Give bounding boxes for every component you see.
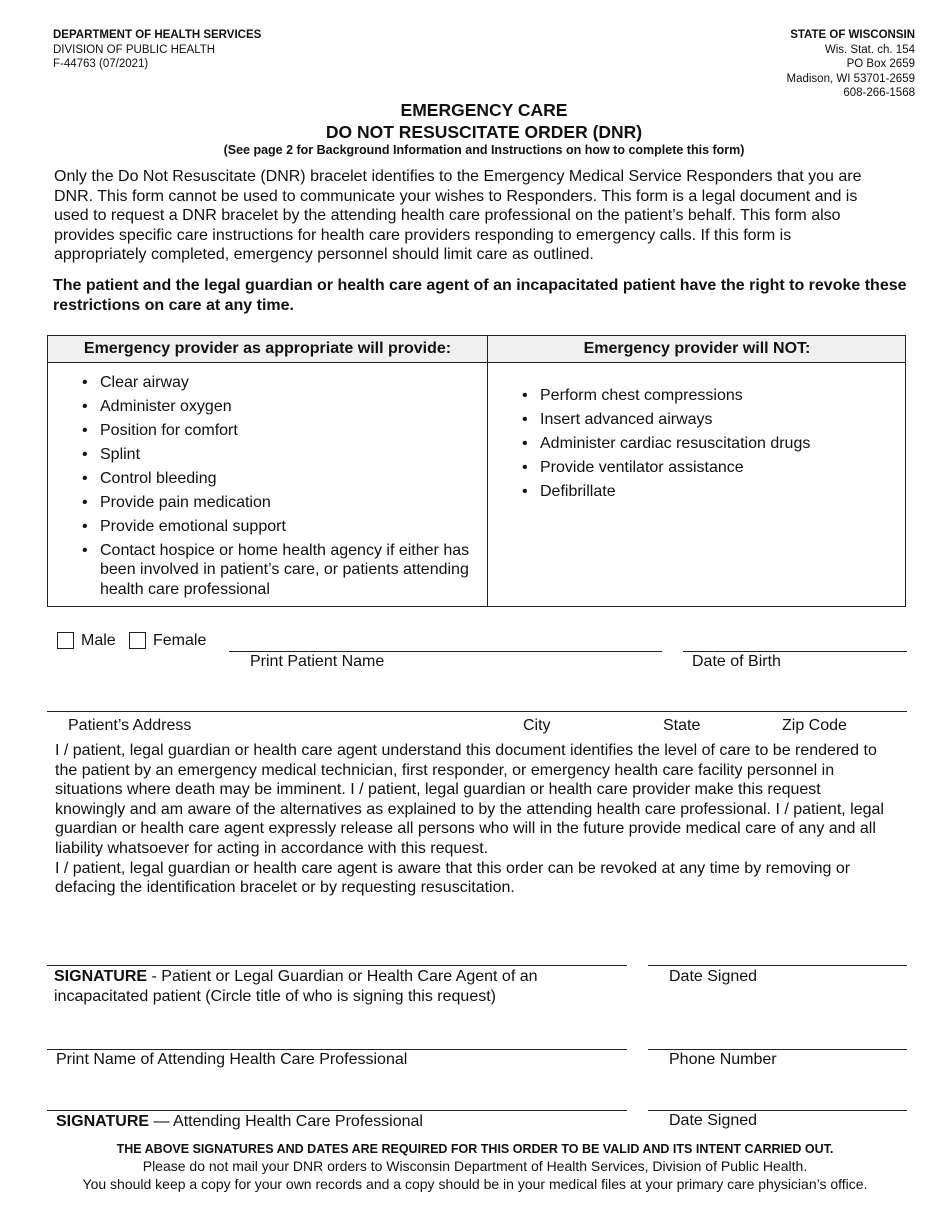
phone-number-label: Phone Number [669, 1051, 777, 1068]
patient-address-label: Patient’s Address [68, 717, 192, 734]
signature-bold-label: SIGNATURE [54, 968, 148, 985]
form-title-line1: EMERGENCY CARE [400, 100, 568, 120]
professional-date-signed-label: Date Signed [669, 1112, 758, 1129]
female-label: Female [153, 632, 207, 649]
column-divider [487, 336, 488, 606]
professional-signature-label [56, 1112, 423, 1132]
list-item: • Control bleeding [78, 469, 478, 489]
form-subtitle: (See page 2 for Background Information and Instructions on how to complete this form) [223, 143, 745, 157]
state-name: STATE OF WISCONSIN [790, 29, 915, 41]
form-number: F-44763 (07/2021) [53, 58, 149, 70]
list-item: • Provide pain medication [78, 493, 478, 513]
male-checkbox[interactable] [57, 632, 74, 649]
date-of-birth-label: Date of Birth [692, 653, 781, 670]
list-item: • Contact hospice or home health agency if either has been involved in patient’s care, or patients attending health care professional [78, 541, 478, 600]
list-item: • Administer oxygen [78, 397, 478, 417]
patient-signature-label [54, 967, 614, 1006]
acknowledgement-paragraph-2: I / patient, legal guardian or health care agent is aware that this order can be revoked at any time by removing or defacing the identification bracelet or by requesting resuscitation. [55, 859, 851, 897]
agency-header [53, 28, 261, 72]
list-item: • Splint [78, 445, 478, 465]
list-item: • Insert advanced airways [518, 410, 898, 430]
list-item: • Perform chest compressions [518, 386, 898, 406]
signature-bold-label: SIGNATURE [56, 1113, 150, 1130]
acknowledgement-text [55, 741, 885, 898]
revoke-notice: The patient and the legal guardian or health care agent of an incapacitated patient have the right to revoke these restrictions on care at any time. [53, 277, 907, 314]
male-label: Male [81, 632, 116, 649]
required-notice: THE ABOVE SIGNATURES AND DATES ARE REQUIRED FOR THIS ORDER TO BE VALID AND ITS INTENT CARRIED OUT. [116, 1142, 834, 1156]
professional-name-label: Print Name of Attending Health Care Professional [56, 1051, 408, 1068]
female-checkbox[interactable] [129, 632, 146, 649]
state-header [787, 28, 916, 101]
statute-reference: Wis. Stat. ch. 154 [824, 43, 915, 56]
city-zip: Madison, WI 53701-2659 [786, 72, 915, 85]
will-not-list [518, 386, 898, 506]
list-item: • Position for comfort [78, 421, 478, 441]
department-name: DEPARTMENT OF HEALTH SERVICES [53, 29, 262, 41]
signature-description: - Patient or Legal Guardian or Health Care Agent of an incapacitated patient (Circle title of who is signing this request) [54, 968, 538, 1005]
phone-number: 608-266-1568 [843, 87, 915, 99]
care-instructions-table [47, 335, 906, 607]
list-item: • Clear airway [78, 373, 478, 393]
will-not-header: Emergency provider will NOT: [583, 340, 811, 357]
patient-date-signed-label: Date Signed [669, 968, 758, 985]
zip-code-label: Zip Code [782, 717, 847, 734]
po-box: PO Box 2659 [846, 58, 915, 70]
patient-address-field[interactable] [47, 711, 907, 712]
copy-notice: You should keep a copy for your own records and a copy should be in your medical files at your primary care physician’s office. [82, 1176, 868, 1192]
division-name: DIVISION OF PUBLIC HEALTH [53, 43, 216, 56]
signature-description: — Attending Health Care Professional [149, 1113, 423, 1130]
list-item: • Provide ventilator assistance [518, 458, 898, 478]
mail-notice: Please do not mail your DNR orders to Wisconsin Department of Health Services, Division of Public Health. [142, 1158, 808, 1174]
list-item: • Administer cardiac resuscitation drugs [518, 434, 898, 454]
state-label: State [663, 717, 701, 734]
form-title-line2: DO NOT RESUSCITATE ORDER (DNR) [325, 122, 643, 142]
will-provide-header: Emergency provider as appropriate will provide: [83, 340, 452, 357]
city-label: City [523, 717, 551, 734]
acknowledgement-paragraph-1: I / patient, legal guardian or health care agent understand this document identifies the level of care to be rendered to the patient by an emergency medical technician, first responder, or emergency health care facility personnel in situations where death may be imminent. I / patient, legal guardian or health care provider make this request knowingly and am aware of the alternatives as explained to by the attending health care professional. I / patient, legal guardian or health care agent expressly release all persons who will in the future provide medical care of any and all liability whatsoever for acting in accordance with this request. [55, 742, 884, 857]
list-item: • Defibrillate [518, 482, 898, 502]
patient-name-label: Print Patient Name [250, 653, 385, 670]
intro-paragraph: Only the Do Not Resuscitate (DNR) bracelet identifies to the Emergency Medical Service Responders that you are DNR. This form cannot be used to communicate your wishes to Responders. This form is a legal document and is used to request a DNR bracelet by the attending health care professional on the patient’s behalf. This form also provides specific care instructions for health care providers responding to emergency calls. If this form is appropriately completed, emergency personnel should limit care as outlined. [54, 168, 862, 264]
will-provide-list [78, 373, 478, 604]
list-item: • Provide emotional support [78, 517, 478, 537]
